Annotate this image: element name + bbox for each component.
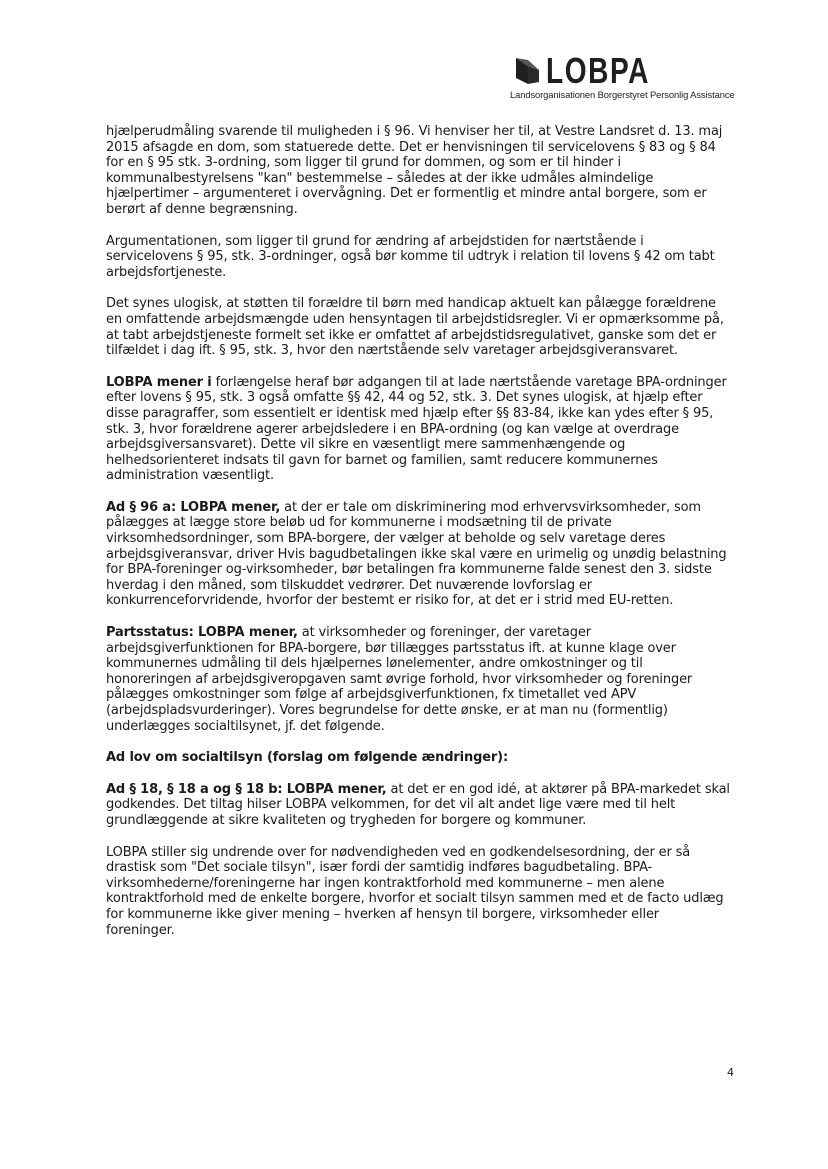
page-number: 4 [727,1066,734,1079]
paragraph: LOBPA stiller sig undrende over for nødvendigheden ved en godkendelsesordning, der er så drastisk som "Det sociale tilsyn", især fordi der samtidig indføres bagudbetaling. BPA-virksomhederne/foreningerne har ingen kontraktforhold med kommunerne – men alene kontraktforhold med de enkelte borgere, hvorfor et socialt tilsyn sammen med et de facto udlæg for kommunerne ikke giver mening – hverken af hensyn til borgere, virksomheder eller foreninger. [106,844,724,938]
organization-logo [510,50,760,100]
lobpa-mark-icon [514,56,540,86]
paragraph: LOBPA mener i forlængelse heraf bør adgangen til at lade nærtstående varetage BPA-ordninger efter lovens § 95, stk. 3 også omfatte §§ 42, 44 og 52, stk. 3. Det synes ulogisk, at hjælp efter disse paragraffer, som essentielt er identisk med hjælp efter §§ 83-84, ikke kan ydes efter § 95, stk. 3, hvor forældrene agerer arbejdsledere i en BPA-ordning (og kan vælge at overdrage arbejdsgiversansvaret). Dette vil sikre en væsentligt mere sammenhængende og helhedsorienteret indsats til gavn for barnet og familien, samt reducere kommunernes administration væsentligt. [106,374,727,484]
paragraph: hjælperudmåling svarende til muligheden i § 96. Vi henviser her til, at Vestre Landsret d. 13. maj 2015 afsagde en dom, som statuerede dette. Det er henvisningen til servicelovens § 83 og § 84 for en § 95 stk. 3-ordning, som ligger til grund for dommen, og som er til hinder i kommunalbestyrelsens "kan" bestemmelse – således at der ikke udmåles almindelige hjælpertimer – argumenteret i overvågning. Det er formentlig et mindre antal borgere, som er berørt af denne begrænsning. [106,124,723,217]
section-heading: Ad lov om socialtilsyn (forslag om følgende ændringer): [106,750,508,766]
paragraph: Ad § 18, § 18 a og § 18 b: LOBPA mener, at det er en god idé, at aktører på BPA-markedet skal godkendes. Det tiltag hilser LOBPA velkommen, for det vil alt andet lige være med til helt grundlæggende at sikre kvaliteten og trygheden for borgere og kommuner. [106,781,730,828]
document-body [106,124,730,954]
paragraph: Argumentationen, som ligger til grund for ændring af arbejdstiden for nærtstående i servicelovens § 95, stk. 3-ordninger, også bør komme til udtryk i relation til lovens § 42 om tabt arbejdsfortjeneste. [106,233,715,280]
paragraph: Ad § 96 a: LOBPA mener, at der er tale om diskriminering mod erhvervsvirksomheder, som pålægges at lægge store beløb ud for kommunerne i modsætning til de private virksomhedsordninger, som BPA-borgere, der vælger at beholde og selv varetage deres arbejdsgiveransvar, driver Hvis bagudbetalingen ikke skal være en urimelig og unødig belastning for BPA-foreninger og-virksomheder, bør betalingen fra kommunerne falde senest den 3. sidste hverdag i den måned, som tilskuddet vedrører. Det nuværende lovforslag er konkurrenceforvridende, hvorfor der bestemt er risiko for, at det er i strid med EU-retten. [106,499,727,609]
paragraph: Partsstatus: LOBPA mener, at virksomheder og foreninger, der varetager arbejdsgiverfunktionen for BPA-borgere, bør tillægges partsstatus ift. at kunne klage over kommunernes udmåling til dels hjælpernes lønelementer, andre omkostninger og til honoreringen af arbejdsgiveropgaven samt øvrige forhold, hvor virksomheder og foreninger pålægges omkostninger som følge af arbejdsgiverfunktionen, fx timetallet ved APV (arbejdspladsvurderinger). Vores begrundelse for dette ønske, er at man nu (formentlig) underlægges socialtilsynet, jf. det følgende. [106,625,693,734]
logo-subtitle: Landsorganisationen Borgerstyret Personlig Assistance [510,89,735,100]
paragraph: Det synes ulogisk, at støtten til forældre til børn med handicap aktuelt kan pålægge forældrene en omfattende arbejdsmængde uden hensyntagen til arbejdstidsregler. Vi er opmærksomme på, at tabt arbejdstjeneste formelt set ikke er omfattet af arbejdstidsregulativet, ganske som det er tilfældet i dag ift. § 95, stk. 3, hvor den nærtstående selv varetager arbejdsgiveransvaret. [106,296,724,359]
logo-wordmark: LOBPA [546,50,650,91]
